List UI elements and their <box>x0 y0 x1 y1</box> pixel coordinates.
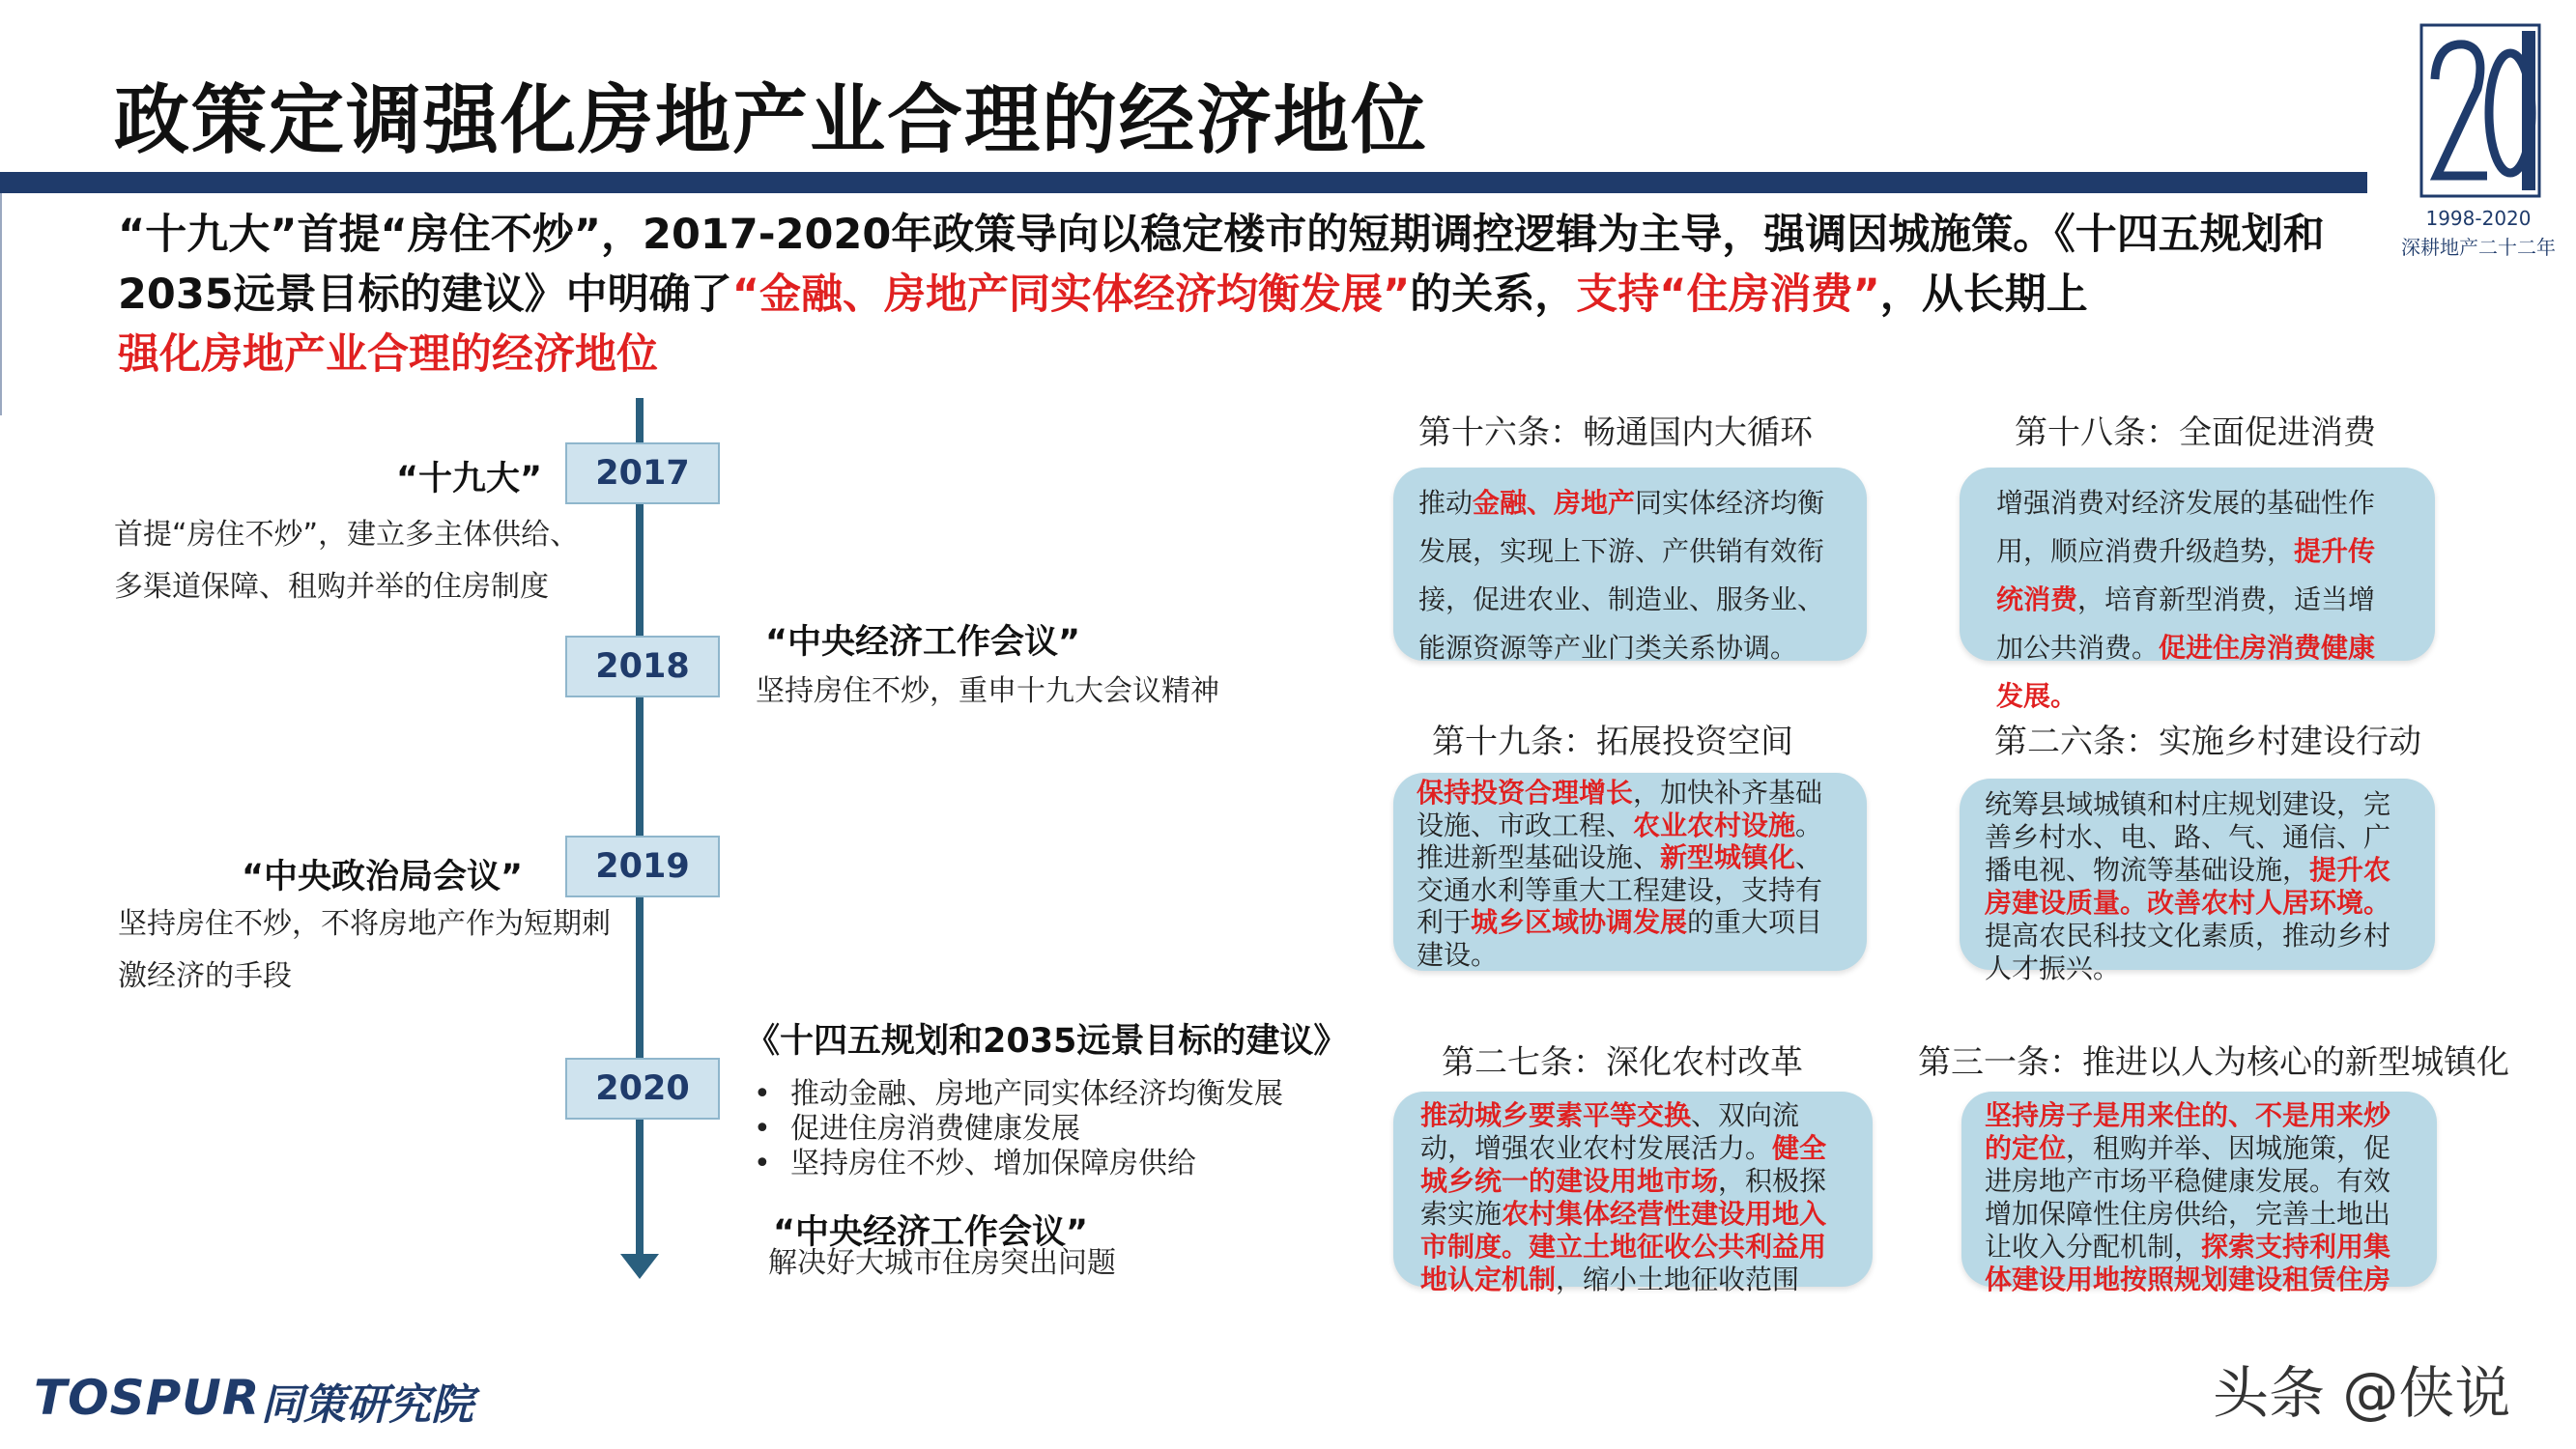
article-27-text: 推动城乡要素平等交换、双向流动，增强农业农村发展活力。健全城乡统一的建设用地市场，积极探索实施农村集体经营性建设用地入市制度。建立土地征收公共利益用地认定机制，缩小土地征收范围 <box>1420 1099 1827 1295</box>
article-26-title: 第二六条：实施乡村建设行动 <box>1994 723 2421 761</box>
article-31-card <box>1961 1092 2437 1295</box>
event-2019-line-1: 坚持房住不炒，不将房地产作为短期刺 <box>118 907 611 941</box>
list-item: • 推动金融、房地产同实体经济均衡发展 <box>750 1077 1283 1112</box>
article-16-title: 第十六条：畅通国内大循环 <box>1418 413 1813 452</box>
twenty-emblem-icon <box>2418 21 2543 200</box>
page-title: 政策定调强化房地产业合理的经济地位 <box>114 77 1429 164</box>
article-19-title: 第十九条：拓展投资空间 <box>1432 723 1793 761</box>
event-2020-title: 《十四五规划和2035远景目标的建议》 <box>746 1022 1348 1061</box>
event-2019-line-2: 激经济的手段 <box>118 959 292 993</box>
event-2017-title: “十九大” <box>396 460 543 498</box>
article-19-text: 保持投资合理增长，加快补齐基础设施、市政工程、农业农村设施。推进新型基础设施、新型城镇化、交通水利等重大工程建设，支持有利于城乡区域协调发展的重大项目建设。 <box>1417 777 1823 971</box>
year-2017-box: 2017 <box>565 442 720 504</box>
article-18-text: 增强消费对经济发展的基础性作用，顺应消费升级趋势，提升传统消费，培育新型消费，适当增加公共消费。促进住房消费健康发展。 <box>1996 487 2376 712</box>
intro-highlight-1: “金融、房地产同实体经济均衡发展” <box>731 270 1411 319</box>
event-2018-line-1: 坚持房住不炒，重申十九大会议精神 <box>756 674 1219 708</box>
article-16-text: 推动金融、房地产同实体经济均衡发展，实现上下游、产供销有效衔接，促进农业、制造业、服务业、能源资源等产业门类关系协调。 <box>1418 487 1825 664</box>
intro-highlight-3: 强化房地产业合理的经济地位 <box>118 330 658 379</box>
article-19-card <box>1393 773 1867 971</box>
tospur-logo: TOSPUR <box>34 1370 261 1426</box>
timeline-arrow-icon <box>620 1254 659 1279</box>
article-31-title: 第三一条：推进以人为核心的新型城镇化 <box>1918 1043 2509 1082</box>
event-2020-conference-title: “中央经济工作会议” <box>773 1213 1089 1252</box>
intro-paragraph <box>118 205 2369 384</box>
event-2017-line-2: 多渠道保障、租购并举的住房制度 <box>114 570 549 604</box>
article-16-card <box>1393 468 1867 664</box>
article-27-title: 第二七条：深化农村改革 <box>1442 1043 1803 1082</box>
event-2019-title: “中央政治局会议” <box>242 858 524 896</box>
list-item: • 促进住房消费健康发展 <box>750 1112 1283 1147</box>
article-31-text: 坚持房子是用来住的、不是用来炒的定位，租购并举、因城施策，促进房地产市场平稳健康发展。有效增加保障性住房供给，完善土地出让收入分配机制，探索支持利用集体建设用地按照规划建设租赁住房 <box>1985 1099 2391 1295</box>
event-2020-bullets <box>750 1077 1283 1181</box>
anniversary-logo <box>2396 21 2561 263</box>
intro-highlight-2: 支持“住房消费” <box>1576 270 1880 319</box>
article-26-card <box>1960 779 2435 984</box>
event-2020-conference-line: 解决好大城市住房突出问题 <box>768 1246 1116 1280</box>
article-18-card <box>1960 468 2435 712</box>
timeline-axis <box>636 398 644 1258</box>
logo-caption: 深耕地产二十二年 <box>2401 236 2556 259</box>
year-2018-box: 2018 <box>565 636 720 697</box>
article-26-text: 统筹县域城镇和村庄规划建设，完善乡村水、电、路、气、通信、广播电视、物流等基础设施，提升农房建设质量。改善农村人居环境。提高农民科技文化素质，推动乡村人才振兴。 <box>1985 788 2391 984</box>
event-2017-line-1: 首提“房住不炒”，建立多主体供给、 <box>114 518 580 552</box>
event-2018-title: “中央经济工作会议” <box>765 623 1081 662</box>
year-2020-box: 2020 <box>565 1058 720 1120</box>
year-2019-box: 2019 <box>565 836 720 897</box>
list-item: • 坚持房住不炒、增加保障房供给 <box>750 1147 1283 1181</box>
intro-text-1: “十九大”首提“房住不炒”，2017-2020年政策导向以稳定楼市的短期调控逻辑为主导，强调因城施策。《十四五规划和2035远景目标的建议》中明确了 <box>118 211 2325 319</box>
side-rule <box>0 193 2 415</box>
logo-years: 1998-2020 <box>2425 207 2532 230</box>
tospur-institute-name: 同策研究院 <box>261 1380 473 1430</box>
watermark: 头条 @侠说 <box>2213 1360 2511 1426</box>
article-27-card <box>1393 1092 1873 1295</box>
article-18-title: 第十八条：全面促进消费 <box>2015 413 2376 452</box>
intro-text-2: 的关系， <box>1410 270 1577 319</box>
header-bar <box>0 172 2367 193</box>
intro-text-3: ，从长期上 <box>1879 270 2088 319</box>
